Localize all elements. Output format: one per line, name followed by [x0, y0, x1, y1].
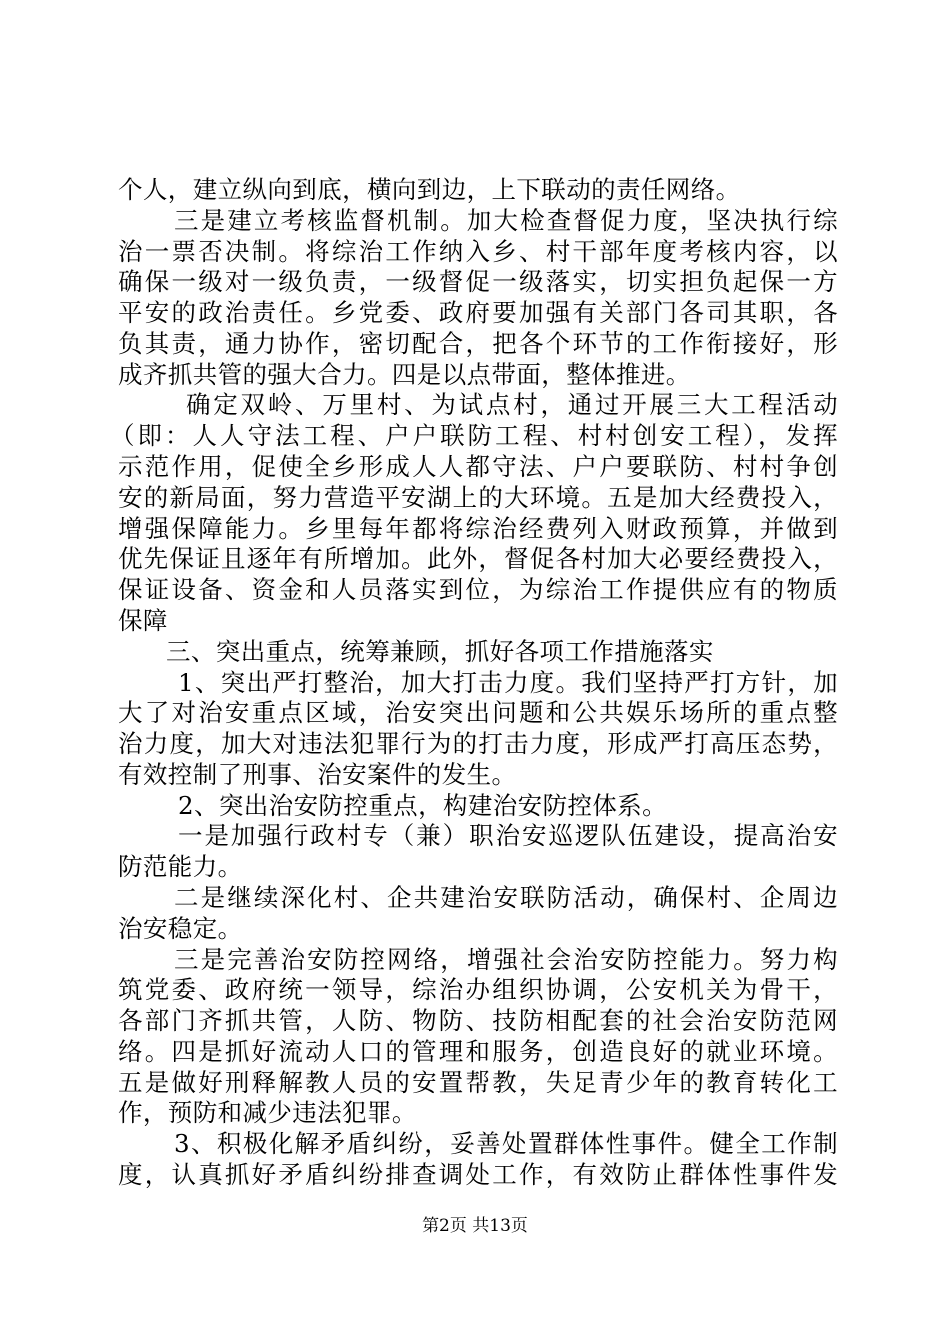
text-line: 确定双岭、万里村、为试点村，通过开展三大工程活动: [186, 390, 838, 419]
page-number-footer: 第2页 共13页: [422, 1216, 528, 1236]
text-line: 一是加强行政村专（兼）职治安巡逻队伍建设，提高治安: [178, 821, 838, 850]
text-line: 各部门齐抓共管，人防、物防、技防相配套的社会治安防范网: [118, 1006, 838, 1035]
text-line: 优先保证且逐年有所增加。此外，督促各村加大必要经费投入，: [118, 544, 838, 573]
text-line: 三是完善治安防控网络，增强社会治安防控能力。努力构: [174, 945, 838, 974]
text-line: 1、突出严打整治，加大打击力度。我们坚持严打方针，加: [178, 668, 838, 697]
text-line: （即：人人守法工程、户户联防工程、村村创安工程），发挥: [110, 421, 838, 450]
text-line: 有效控制了刑事、治安案件的发生。: [118, 760, 517, 789]
text-line: 2、突出治安防控重点，构建治安防控体系。: [178, 791, 668, 820]
text-line: 示范作用，促使全乡形成人人都守法、户户要联防、村村争创: [118, 452, 838, 481]
text-line: 确保一级对一级负责，一级督促一级落实，切实担负起保一方: [118, 267, 838, 296]
text-line: 治一票否决制。将综治工作纳入乡、村干部年度考核内容，以: [118, 237, 838, 266]
text-line: 治力度，加大对违法犯罪行为的打击力度，形成严打高压态势，: [118, 729, 838, 758]
text-line: 个人，建立纵向到底，横向到边，上下联动的责任网络。: [118, 175, 741, 204]
text-line: 保证设备、资金和人员落实到位，为综治工作提供应有的物质: [118, 575, 838, 604]
text-line: 筑党委、政府统一领导，综治办组织协调，公安机关为骨干，: [118, 975, 838, 1004]
text-line: 安的新局面，努力营造平安湖上的大环境。五是加大经费投入，: [118, 483, 838, 512]
text-line: 五是做好刑释解教人员的安置帮教，失足青少年的教育转化工: [118, 1068, 838, 1097]
text-line: 成齐抓共管的强大合力。四是以点带面，整体推进。: [118, 360, 691, 389]
text-line: 大了对治安重点区域，治安突出问题和公共娱乐场所的重点整: [118, 698, 838, 727]
section-heading: 三、突出重点，统筹兼顾，抓好各项工作措施落实: [166, 637, 714, 666]
text-line: 络。四是抓好流动人口的管理和服务，创造良好的就业环境。: [118, 1037, 838, 1066]
text-line: 度，认真抓好矛盾纠纷排查调处工作，有效防止群体性事件发: [118, 1160, 838, 1189]
text-line: 治安稳定。: [118, 914, 243, 943]
text-line: 负其责，通力协作，密切配合，把各个环节的工作衔接好，形: [118, 329, 838, 358]
text-line: 增强保障能力。乡里每年都将综治经费列入财政预算，并做到: [118, 514, 838, 543]
text-line: 二是继续深化村、企共建治安联防活动，确保村、企周边: [174, 883, 838, 912]
text-line: 防范能力。: [118, 852, 243, 881]
text-line: 平安的政治责任。乡党委、政府要加强有关部门各司其职，各: [118, 298, 838, 327]
text-line: 三是建立考核监督机制。加大检查督促力度，坚决执行综: [174, 206, 838, 235]
text-line: 3、积极化解矛盾纠纷，妥善处置群体性事件。健全工作制: [174, 1129, 838, 1158]
text-line: 保障: [118, 606, 168, 635]
text-line: 作，预防和减少违法犯罪。: [118, 1098, 417, 1127]
